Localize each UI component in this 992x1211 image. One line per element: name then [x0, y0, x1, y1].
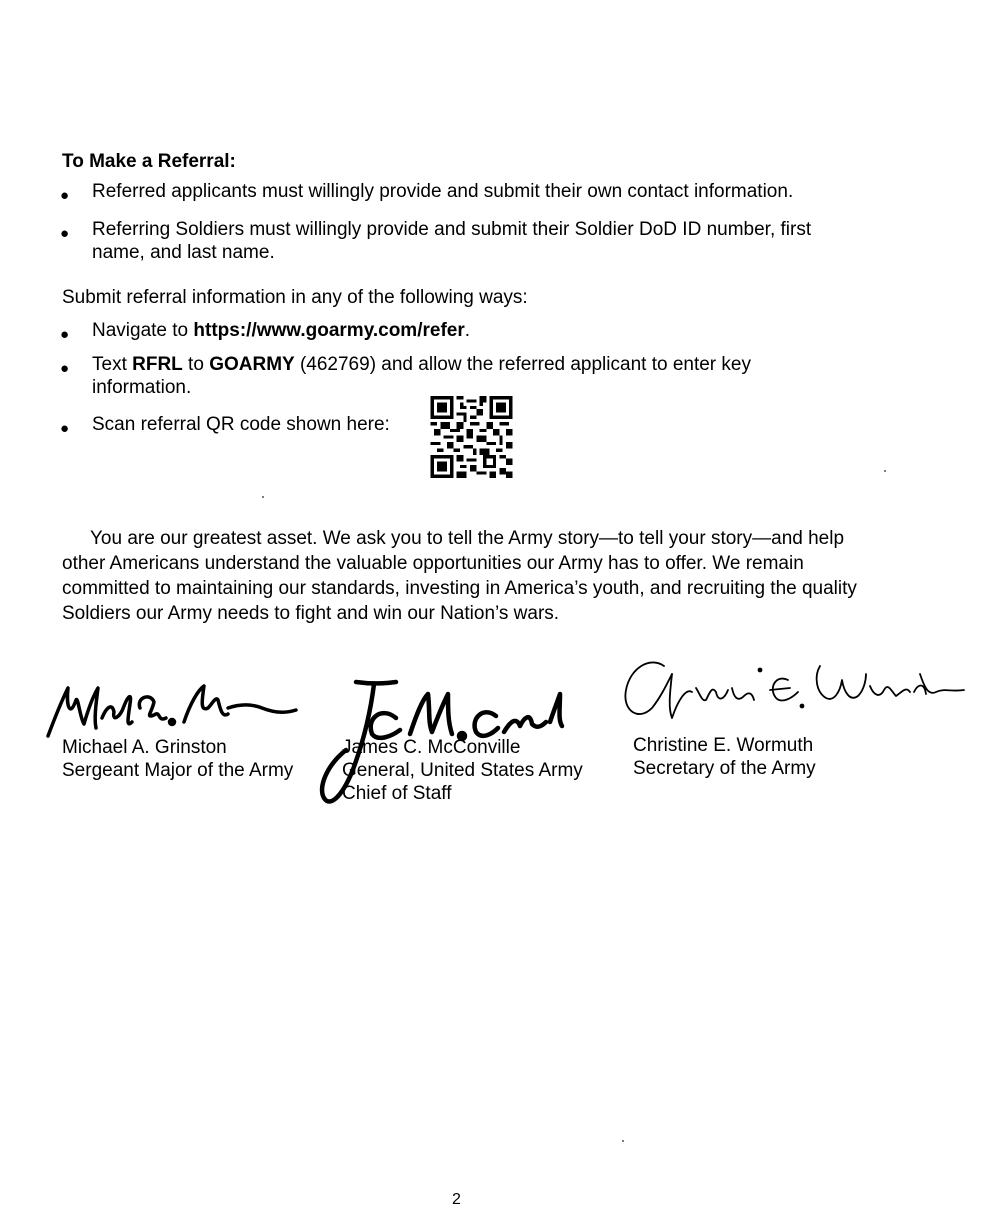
signer-name: James C. McConville	[342, 737, 521, 758]
text-suffix: (462769) and allow the referred applicant to enter key information.	[92, 354, 751, 398]
shortcode-name: GOARMY	[209, 354, 295, 375]
bullet-icon: ●	[60, 420, 70, 437]
referral-heading: To Make a Referral:	[62, 151, 236, 172]
text-keyword: RFRL	[132, 354, 183, 375]
text-prefix: Text	[92, 354, 133, 375]
bullet-icon: ●	[60, 360, 70, 377]
text-to: to	[182, 354, 210, 375]
signer-title: Secretary of the Army	[633, 758, 816, 779]
qr-code[interactable]	[430, 396, 513, 478]
signer-name: Michael A. Grinston	[62, 737, 227, 758]
wormuth-signature	[620, 652, 970, 734]
submit-intro: Submit referral information in any of the following ways:	[62, 287, 528, 308]
signer-title: Sergeant Major of the Army	[62, 760, 294, 781]
scan-speck	[884, 470, 886, 472]
method-text	[92, 353, 812, 399]
navigate-suffix: .	[464, 320, 471, 341]
bullet-icon: ●	[60, 225, 70, 242]
method-scan: Scan referral QR code shown here:	[92, 414, 390, 435]
closing-paragraph: You are our greatest asset. We ask you to tell the Army story—to tell your story—and help other Americans understand the valuable opportunities our Army has to offer. We remain committed to maintaining our standards, investing in America’s youth, and recruiting the quality Soldiers our Army needs to fight and win our Nation’s wars.	[62, 528, 857, 624]
signer-grinston	[62, 736, 293, 782]
bullet-icon: ●	[60, 187, 70, 204]
signer-title: General, United States Army	[342, 760, 583, 781]
requirement-item: Referred applicants must willingly provide and submit their own contact information.	[92, 181, 794, 202]
page-number: 2	[452, 1191, 461, 1208]
scan-speck	[622, 1140, 624, 1142]
method-navigate	[92, 319, 872, 342]
signer-name: Christine E. Wormuth	[633, 735, 814, 756]
scan-speck	[262, 496, 264, 498]
requirement-item: Referring Soldiers must willingly provide and submit their Soldier DoD ID number, first name, and last name.	[92, 219, 812, 263]
bullet-icon: ●	[60, 326, 70, 343]
signer-wormuth	[633, 734, 816, 780]
navigate-prefix: Navigate to	[92, 320, 194, 341]
signer-title-secondary: Chief of Staff	[342, 783, 452, 804]
signer-mcconville	[342, 736, 583, 805]
referral-url-link[interactable]: https://www.goarmy.com/refer	[193, 320, 465, 341]
